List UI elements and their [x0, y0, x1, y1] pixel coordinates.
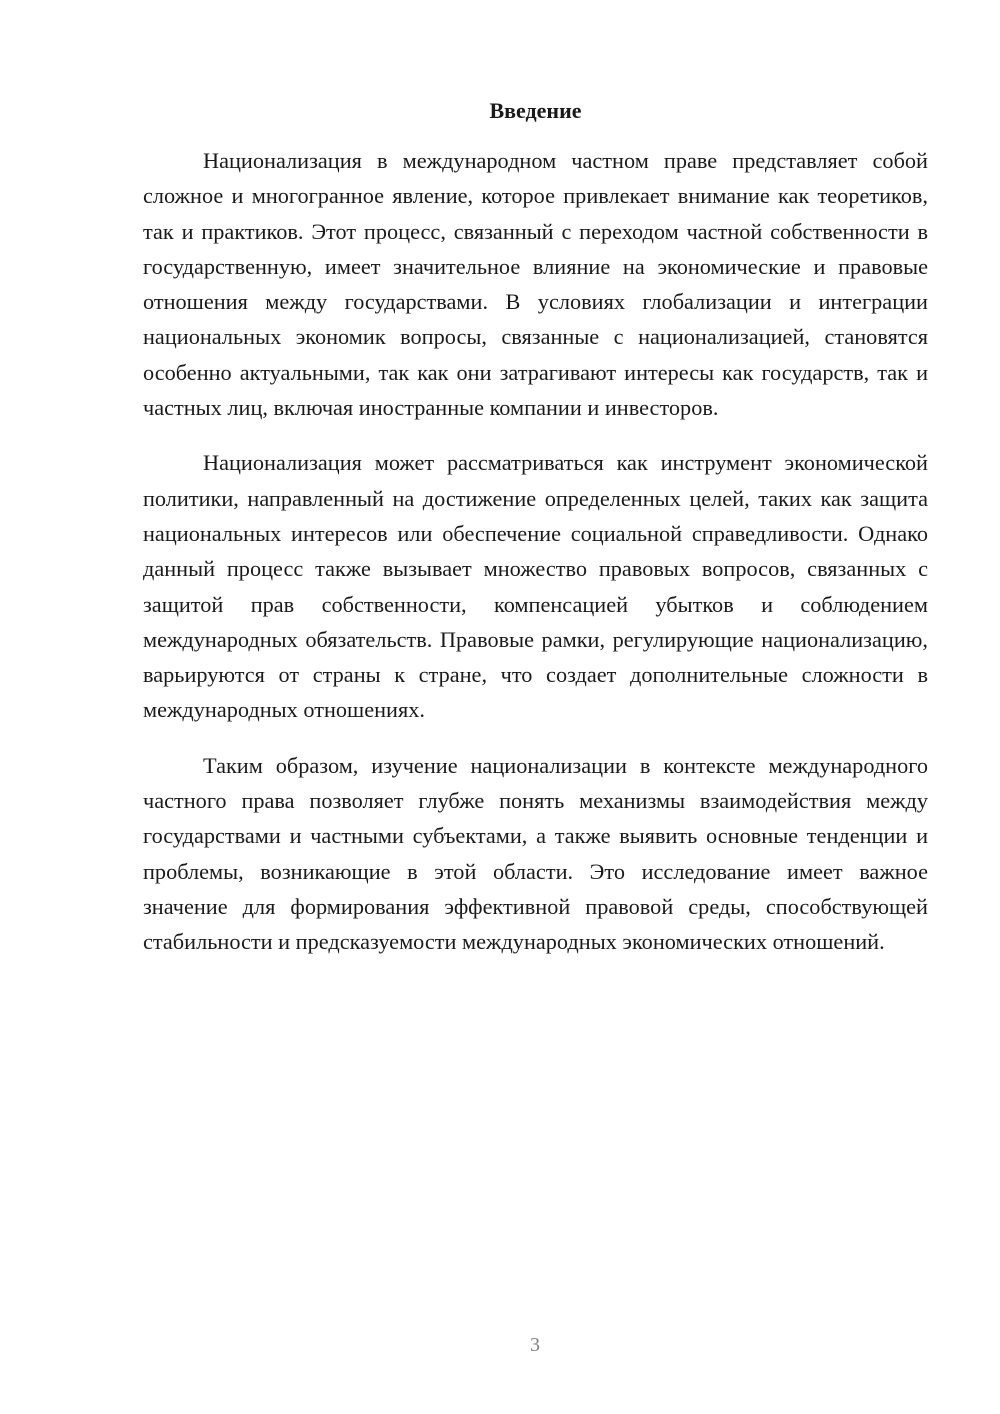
- body-text: [143, 143, 928, 980]
- page-number: 3: [530, 1334, 540, 1356]
- paragraph-1: Национализация в международном частном праве представляет собой сложное и многогранное явление, которое привлекает внимание как теоретиков, так и практиков. Этот процесс, связанный с переходом частной собственности в государственную, имеет значительное влияние на экономические и правовые отношения между государствами. В условиях глобализации и интеграции национальных экономик вопросы, связанные с национализацией, становятся особенно актуальными, так как они затрагивают интересы как государств, так и частных лиц, включая иностранные компании и инвесторов.: [143, 148, 928, 421]
- section-heading: Введение: [489, 98, 582, 123]
- paragraph-3: Таким образом, изучение национализации в контексте международного частного права позволяет глубже понять механизмы взаимодействия между государствами и частными субъектами, а также выявить основные тенденции и проблемы, возникающие в этой области. Это исследование имеет важное значение для формирования эффективной правовой среды, способствующей стабильности и предсказуемости международных экономических отношений.: [143, 752, 928, 955]
- paragraph-2: Национализация может рассматриваться как инструмент экономической политики, направленный на достижение определенных целей, таких как защита национальных интересов или обеспечение социальной справедливости. Однако данный процесс также вызывает множество правовых вопросов, связанных с защитой прав собственности, компенсацией убытков и соблюдением международных обязательств. Правовые рамки, регулирующие национализацию, варьируются от страны к стране, что создает дополнительные сложности в международных отношениях.: [143, 450, 928, 723]
